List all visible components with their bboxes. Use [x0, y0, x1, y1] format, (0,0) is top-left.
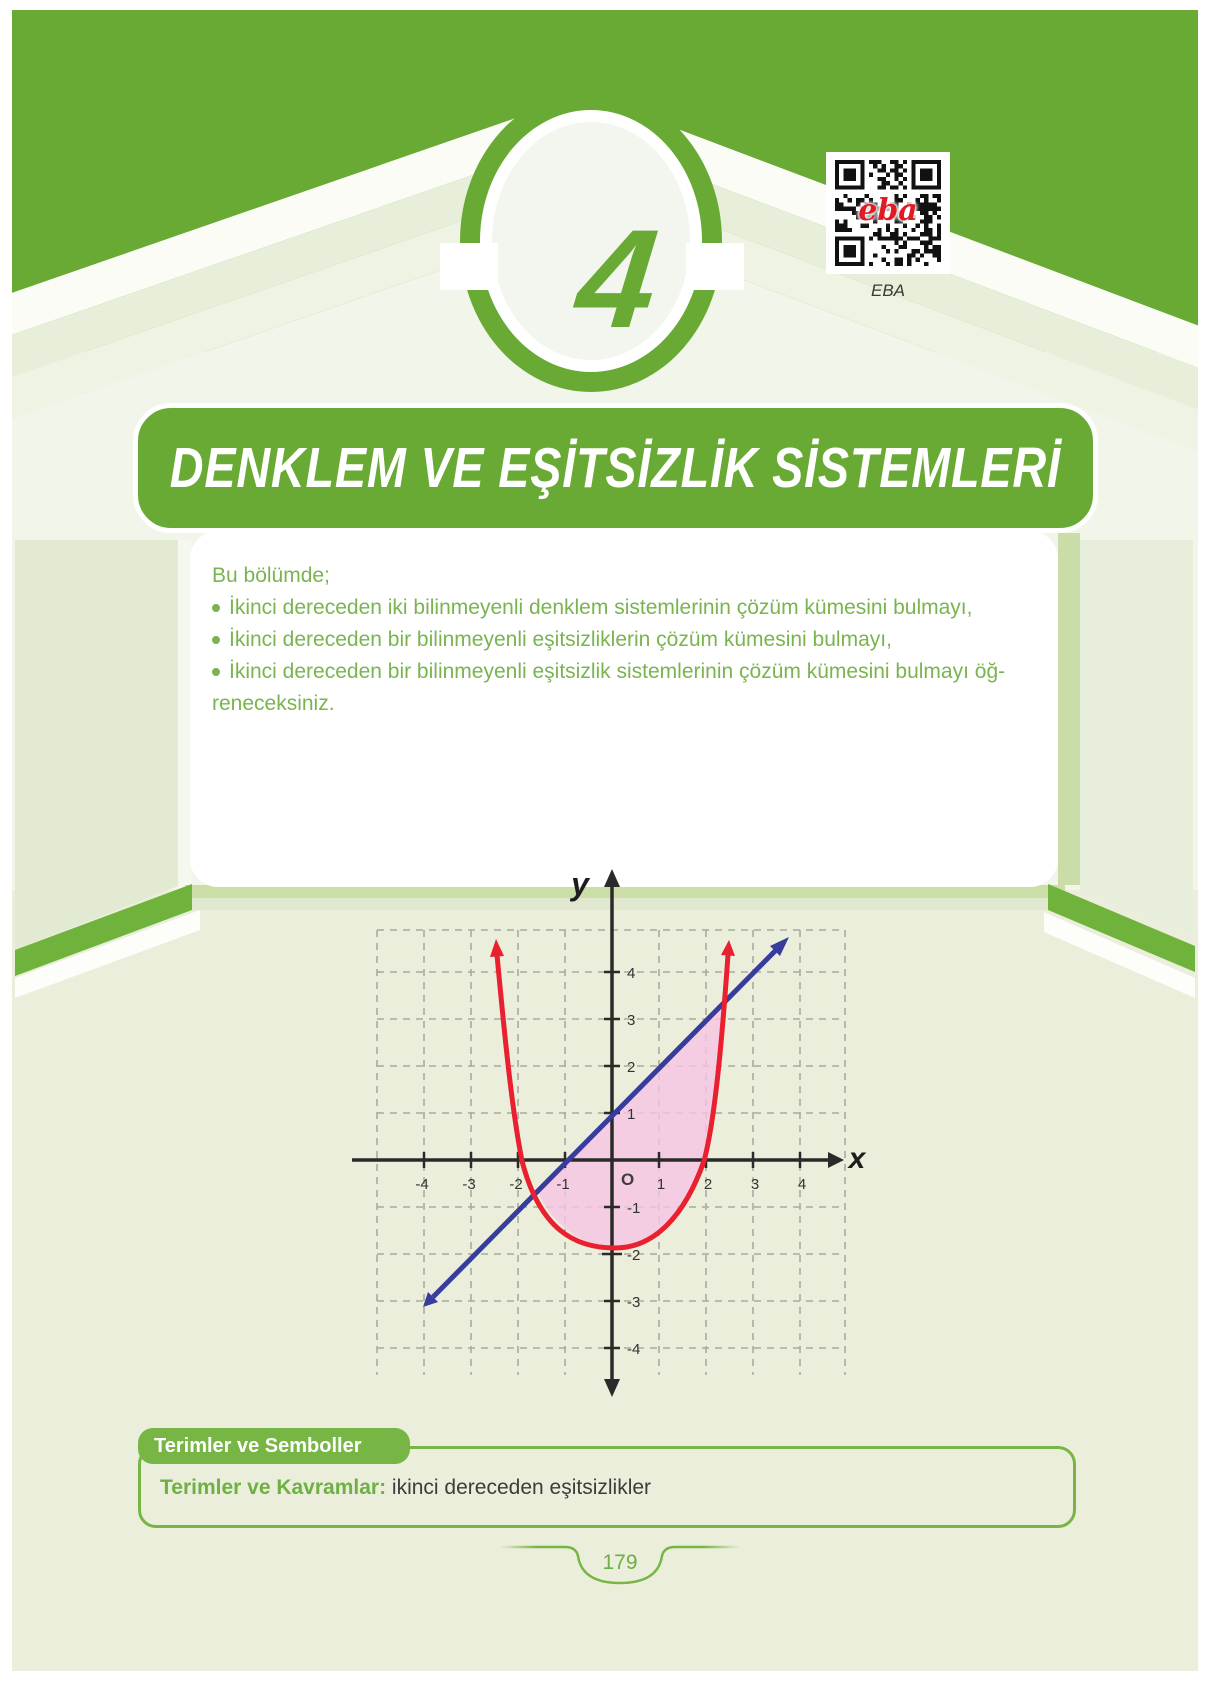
x-axis-arrow-icon: [828, 1152, 844, 1168]
page-number-ornament: [480, 1536, 760, 1596]
badge-left-notch: [440, 243, 498, 290]
svg-text:3: 3: [627, 1012, 636, 1029]
right-side-panel: [1080, 540, 1193, 934]
x-axis-label: x: [848, 1142, 866, 1175]
chapter-title-banner: [133, 403, 1098, 533]
terms-value: ikinci dereceden eşitsizlikler: [391, 1476, 652, 1499]
left-side-panel: [15, 540, 178, 950]
svg-text:-4: -4: [627, 1341, 641, 1358]
svg-text:2: 2: [703, 1176, 713, 1193]
intro-text-block: [212, 560, 1052, 720]
terms-line: [160, 1476, 1040, 1500]
list-item: İkinci dereceden bir bilinmeyenli eşitsizliklerin çözüm kümesini bulmayı,: [212, 624, 1052, 656]
bullet-icon: [212, 604, 220, 612]
bullet-icon: [212, 636, 220, 644]
page-margin-left: [0, 0, 12, 1683]
intro-continuation: reneceksiniz.: [212, 692, 335, 715]
y-axis-down-arrow-icon: [604, 1379, 620, 1397]
intro-heading: Bu bölümde;: [212, 564, 330, 587]
bullet-icon: [212, 668, 220, 676]
page-margin-top: [0, 0, 1210, 10]
origin-label: O: [621, 1170, 635, 1189]
svg-text:1: 1: [627, 1106, 636, 1123]
terms-label: Terimler ve Kavramlar:: [160, 1476, 387, 1499]
svg-text:3: 3: [750, 1176, 760, 1193]
y-axis-label: y: [571, 866, 589, 902]
qr-caption: EBA: [870, 281, 906, 300]
svg-text:-3: -3: [627, 1294, 641, 1311]
y-axis-up-arrow-icon: [604, 869, 620, 887]
svg-text:4: 4: [797, 1176, 807, 1193]
chapter-number: 4: [569, 200, 665, 357]
terms-tab: Terimler ve Semboller: [138, 1428, 410, 1464]
svg-text:-3: -3: [462, 1176, 476, 1193]
chapter-title: DENKLEM VE EŞİTSİZLİK SİSTEMLERİ: [169, 436, 1062, 500]
badge-right-notch: [686, 243, 744, 290]
svg-text:-1: -1: [627, 1200, 641, 1217]
page-number: 179: [602, 1551, 638, 1574]
svg-text:1: 1: [656, 1176, 666, 1193]
svg-text:-4: -4: [415, 1176, 429, 1193]
svg-text:2: 2: [627, 1059, 636, 1076]
list-item: İkinci dereceden bir bilinmeyenli eşitsizlik sistemlerinin çözüm kümesini bulmayı öğ-: [212, 656, 1052, 688]
svg-text:-2: -2: [627, 1247, 641, 1264]
page-margin-right: [1198, 0, 1210, 1683]
svg-text:-1: -1: [556, 1176, 570, 1193]
parabola-left-arrow-icon: [490, 939, 504, 957]
parabola-right-arrow-icon: [721, 940, 735, 956]
svg-text:4: 4: [627, 965, 636, 982]
list-item: İkinci dereceden iki bilinmeyenli denklem sistemlerinin çözüm kümesini bulmayı,: [212, 592, 1052, 624]
line-graph: [423, 937, 789, 1307]
svg-text:-2: -2: [509, 1176, 523, 1193]
graph-figure: [330, 855, 875, 1410]
page-margin-bottom: [0, 1671, 1210, 1683]
eba-logo: eba: [858, 193, 918, 228]
